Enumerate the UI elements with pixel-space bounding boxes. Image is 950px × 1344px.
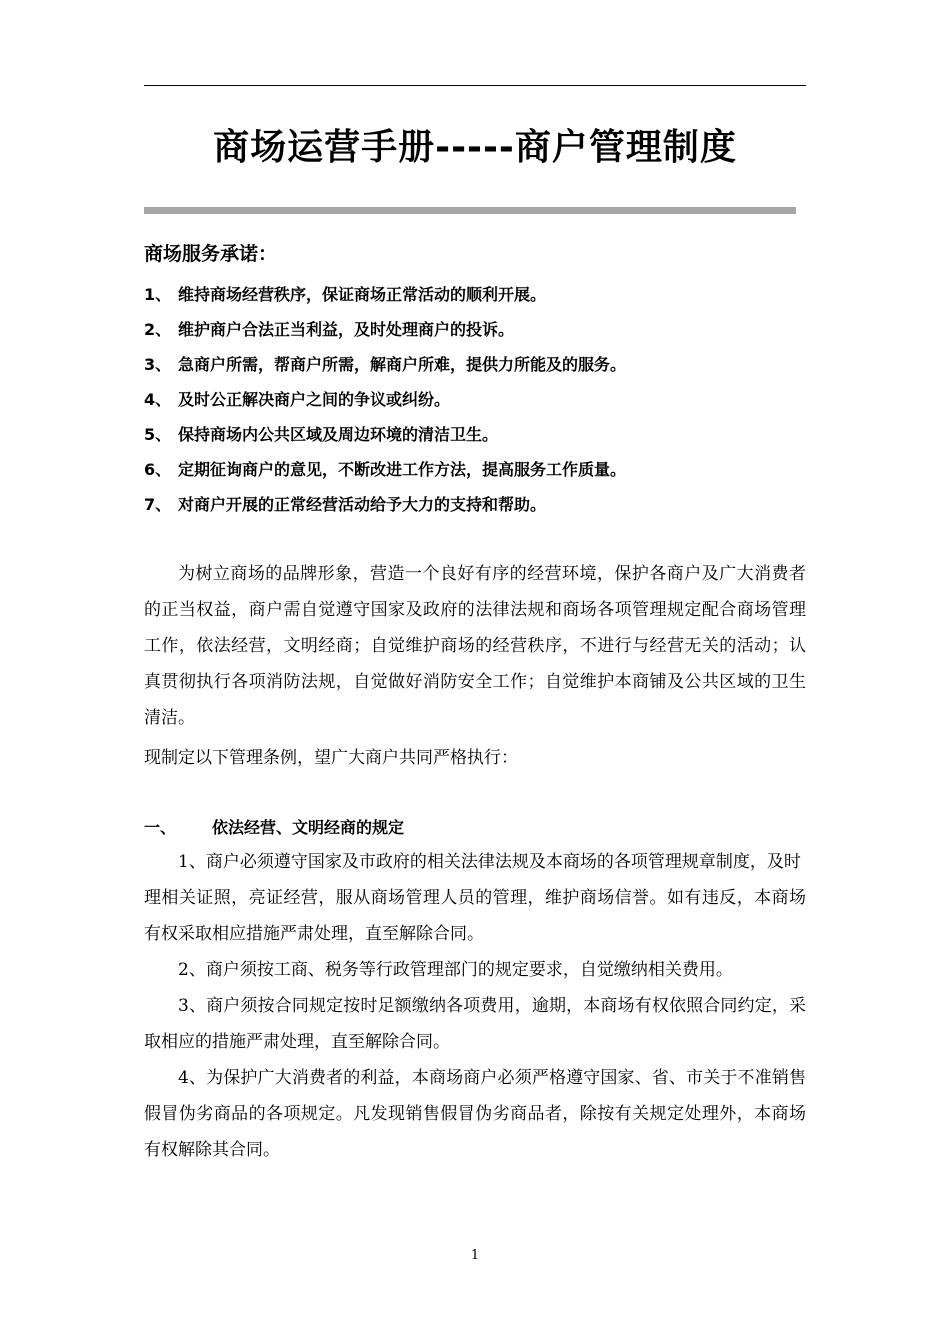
decree-section <box>144 740 806 776</box>
promise-item <box>144 486 626 521</box>
document-title: 商场运营手册-----商户管理制度 <box>213 127 737 168</box>
promise-text: 定期征询商户的意见，不断改进工作方法，提高服务工作质量。 <box>178 460 627 479</box>
header-rule <box>144 85 806 86</box>
promise-item <box>144 451 626 486</box>
promise-item <box>144 381 626 416</box>
promise-number: 5、 <box>144 425 172 444</box>
promise-number: 3、 <box>144 355 172 374</box>
promise-number: 4、 <box>144 390 172 409</box>
promise-number: 6、 <box>144 460 172 479</box>
clause-2: 2、商户须按工商、税务等行政管理部门的规定要求，自觉缴纳相关费用。 <box>178 960 733 980</box>
promise-number: 2、 <box>144 320 172 339</box>
intro-section <box>144 556 806 736</box>
promise-item <box>144 416 626 451</box>
promise-text: 保持商场内公共区域及周边环境的清洁卫生。 <box>178 425 499 444</box>
title-divider-bar <box>144 207 796 214</box>
promise-list <box>144 276 626 521</box>
section-number: 一、 <box>144 818 177 837</box>
promise-number: 1、 <box>144 285 172 304</box>
clause-4: 4、为保护广大消费者的利益，本商场商户必须严格遵守国家、省、市关于不准销售假冒伪劣商品的各项规定。凡发现销售假冒伪劣商品者，除按有关规定处理外，本商场有权解除其合同。 <box>144 1068 806 1160</box>
promise-text: 维持商场经营秩序，保证商场正常活动的顺利开展。 <box>178 285 547 304</box>
promise-item <box>144 276 626 311</box>
promise-item <box>144 311 626 346</box>
clause-3: 3、商户须按合同规定按时足额缴纳各项费用，逾期，本商场有权依照合同约定，采取相应的措施严肃处理，直至解除合同。 <box>144 996 806 1052</box>
promise-text: 维护商户合法正当利益，及时处理商户的投诉。 <box>178 320 515 339</box>
promise-item <box>144 346 626 381</box>
section-body <box>144 844 806 1168</box>
promise-text: 对商户开展的正常经营活动给予大力的支持和帮助。 <box>178 495 547 514</box>
promise-heading: 商场服务承诺： <box>144 243 278 265</box>
clause-1-part-a: 1、商户必须遵守国家及市政府的相关法律法规及本商场的各项管理规章制度，及时 <box>178 852 801 872</box>
intro-paragraph: 为树立商场的品牌形象，营造一个良好有序的经营环境，保护各商户及广大消费者的正当权益，商户需自觉遵守国家及政府的法律法规和商场各项管理规定配合商场管理工作，依法经营，文明经商；自觉维护商场的经营秩序，不进行与经营无关的活动；认真贯彻执行各项消防法规，自觉做好消防安全工作；自觉维护本商铺及公共区域的卫生清洁。 <box>144 564 806 728</box>
promise-text: 急商户所需，帮商户所需，解商户所难，提供力所能及的服务。 <box>178 355 627 374</box>
clause-1-part-b: 理相关证照，亮证经营，服从商场管理人员的管理，维护商场信誉。如有违反，本商场有权采取相应措施严肃处理，直至解除合同。 <box>144 888 806 944</box>
page-number: 1 <box>470 1248 480 1263</box>
decree-paragraph: 现制定以下管理条例，望广大商户共同严格执行： <box>144 748 518 768</box>
promise-text: 及时公正解决商户之间的争议或纠纷。 <box>178 390 451 409</box>
section-heading <box>144 812 404 844</box>
promise-number: 7、 <box>144 495 172 514</box>
section-title: 依法经营、文明经商的规定 <box>212 818 405 837</box>
